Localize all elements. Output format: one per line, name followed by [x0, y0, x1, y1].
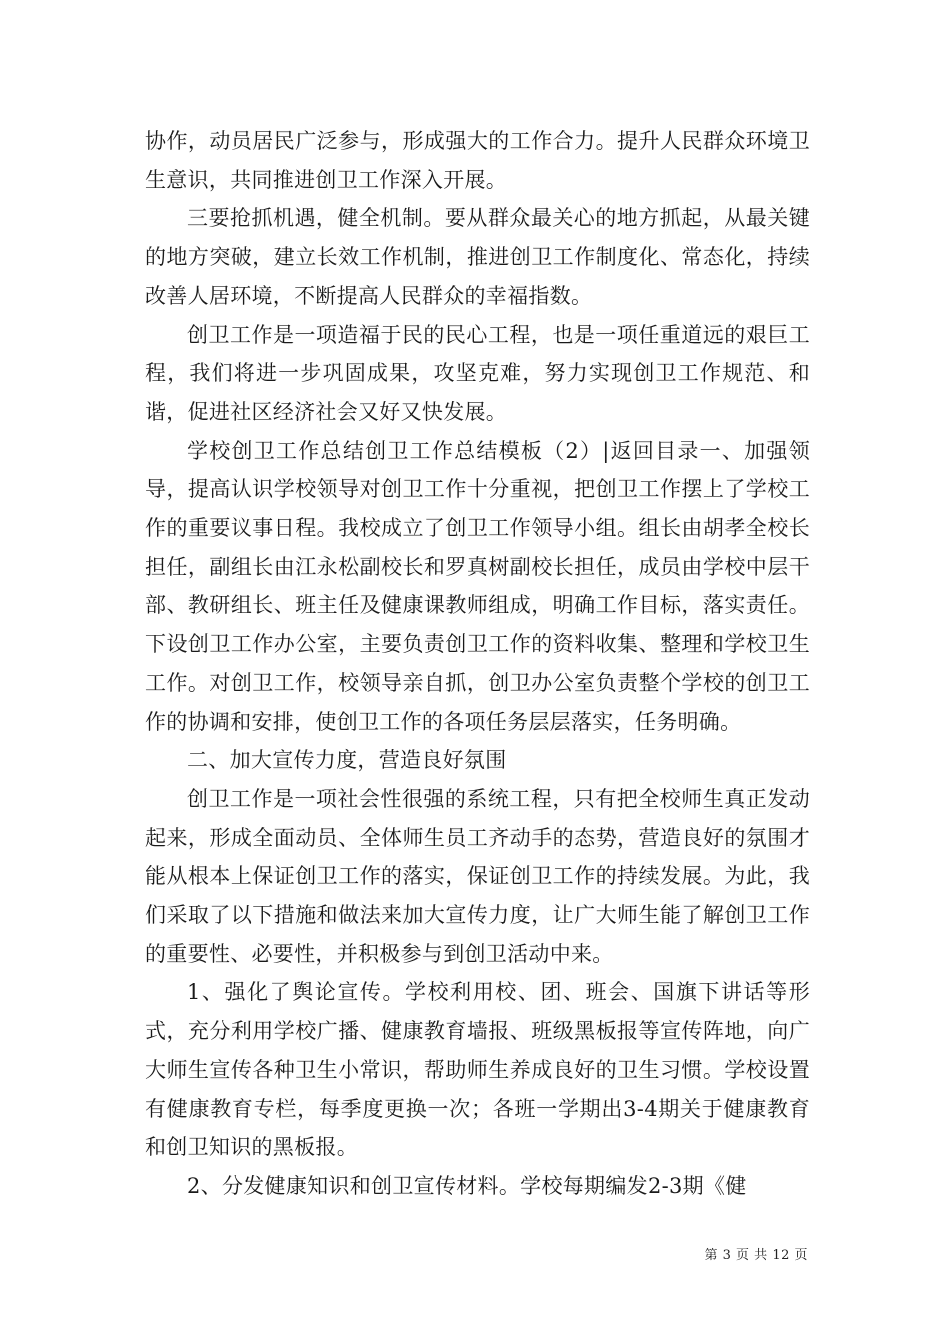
paragraph-2: 三要抢抓机遇，健全机制。要从群众最关心的地方抓起，从最关键的地方突破，建立长效工作机制，推进创卫工作制度化、常态化，持续改善人居环境，不断提高人民群众的幸福指数。 [145, 206, 810, 308]
section-heading-2: 二、加大宣传力度，营造良好氛围 [187, 748, 507, 773]
document-body [145, 122, 810, 1206]
page-number: 第 3 页 共 12 页 [704, 1248, 808, 1263]
paragraph-7: 2、分发健康知识和创卫宣传材料。学校每期编发2-3期《健 [187, 1173, 747, 1198]
paragraph-4: 学校创卫工作总结创卫工作总结模板（2）|返回目录一、加强领导，提高认识学校领导对创卫工作十分重视，把创卫工作摆上了学校工作的重要议事日程。我校成立了创卫工作领导小组。组长由胡孝全校长担任，副组长由江永松副校长和罗真树副校长担任，成员由学校中层干部、教研组长、班主任及健康课教师组成，明确工作目标，落实责任。下设创卫工作办公室，主要负责创卫工作的资料收集、整理和学校卫生工作。对创卫工作，校领导亲自抓，创卫办公室负责整个学校的创卫工作的协调和安排，使创卫工作的各项任务层层落实，任务明确。 [145, 438, 810, 734]
paragraph-5: 创卫工作是一项社会性很强的系统工程，只有把全校师生真正发动起来，形成全面动员、全体师生员工齐动手的态势，营造良好的氛围才能从根本上保证创卫工作的落实，保证创卫工作的持续发展。为此，我们采取了以下措施和做法来加大宣传力度，让广大师生能了解创卫工作的重要性、必要性，并积极参与到创卫活动中来。 [145, 786, 810, 966]
paragraph-6: 1、强化了舆论宣传。学校利用校、团、班会、国旗下讲话等形式，充分利用学校广播、健康教育墙报、班级黑板报等宣传阵地，向广大师生宣传各种卫生小常识，帮助师生养成良好的卫生习惯。学校设置有健康教育专栏，每季度更换一次；各班一学期出3-4期关于健康教育和创卫知识的黑板报。 [145, 980, 810, 1160]
paragraph-3: 创卫工作是一项造福于民的民心工程，也是一项任重道远的艰巨工程，我们将进一步巩固成果，攻坚克难，努力实现创卫工作规范、和谐，促进社区经济社会又好又快发展。 [145, 322, 810, 424]
paragraph-1: 协作，动员居民广泛参与，形成强大的工作合力。提升人民群众环境卫生意识，共同推进创卫工作深入开展。 [145, 129, 810, 192]
